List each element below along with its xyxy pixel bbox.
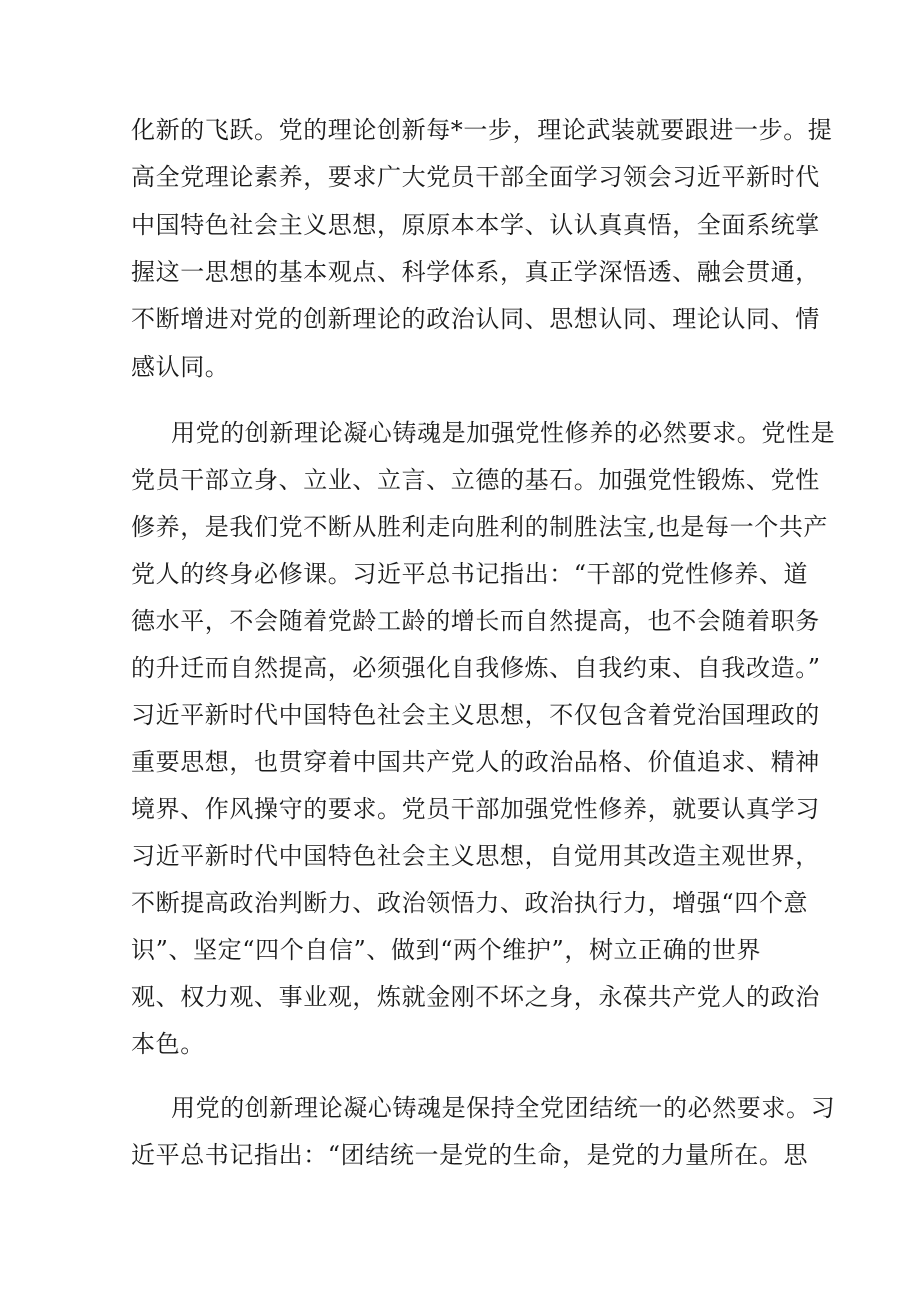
text-line: 修养，是我们党不断从胜利走向胜利的制胜法宝,也是每一个共产 <box>131 513 829 541</box>
text-line: 高全党理论素养，要求广大党员干部全面学习领会习近平新时代 <box>131 163 820 191</box>
text-line: 识”、坚定“四个自信”、做到“两个维护”，树立正确的世界 <box>131 936 762 964</box>
text-line: 不断提高政治判断力、政治领悟力、政治执行力，增强“四个意 <box>131 889 809 917</box>
paragraph-first-line: 用党的创新理论凝心铸魂是加强党性修养的必然要求。党性是 <box>171 419 836 447</box>
text-line: 观、权力观、事业观，炼就金刚不坏之身，永葆共产党人的政治 <box>131 983 820 1011</box>
text-line: 的升迁而自然提高，必须强化自我修炼、自我约束、自我改造。” <box>131 654 821 682</box>
text-line: 德水平，不会随着党龄工龄的增长而自然提高，也不会随着职务 <box>131 607 820 635</box>
text-line: 境界、作风操守的要求。党员干部加强党性修养，就要认真学习 <box>131 795 820 823</box>
text-line: 中国特色社会主义思想，原原本本学、认认真真悟，全面系统掌 <box>131 211 820 239</box>
text-line: 重要思想，也贯穿着中国共产党人的政治品格、价值追求、精神 <box>131 748 820 776</box>
text-line: 习近平新时代中国特色社会主义思想，不仅包含着党治国理政的 <box>131 701 820 729</box>
paragraph-first-line: 用党的创新理论凝心铸魂是保持全党团结统一的必然要求。习 <box>171 1094 836 1122</box>
text-line: 化新的飞跃。党的理论创新每*一步，理论武装就要跟进一步。提 <box>131 116 833 144</box>
text-line: 不断增进对党的创新理论的政治认同、思想认同、理论认同、情 <box>131 305 820 333</box>
text-line: 近平总书记指出：“团结统一是党的生命，是党的力量所在。思 <box>131 1141 809 1169</box>
text-line: 党人的终身必修课。习近平总书记指出：“干部的党性修养、道 <box>131 560 809 588</box>
text-line: 握这一思想的基本观点、科学体系，真正学深悟透、融会贯通， <box>131 258 820 286</box>
text-line: 感认同。 <box>131 353 230 381</box>
text-line: 党员干部立身、立业、立言、立德的基石。加强党性锻炼、党性 <box>131 466 820 494</box>
text-line: 本色。 <box>131 1030 205 1058</box>
text-line: 习近平新时代中国特色社会主义思想，自觉用其改造主观世界， <box>131 842 820 870</box>
